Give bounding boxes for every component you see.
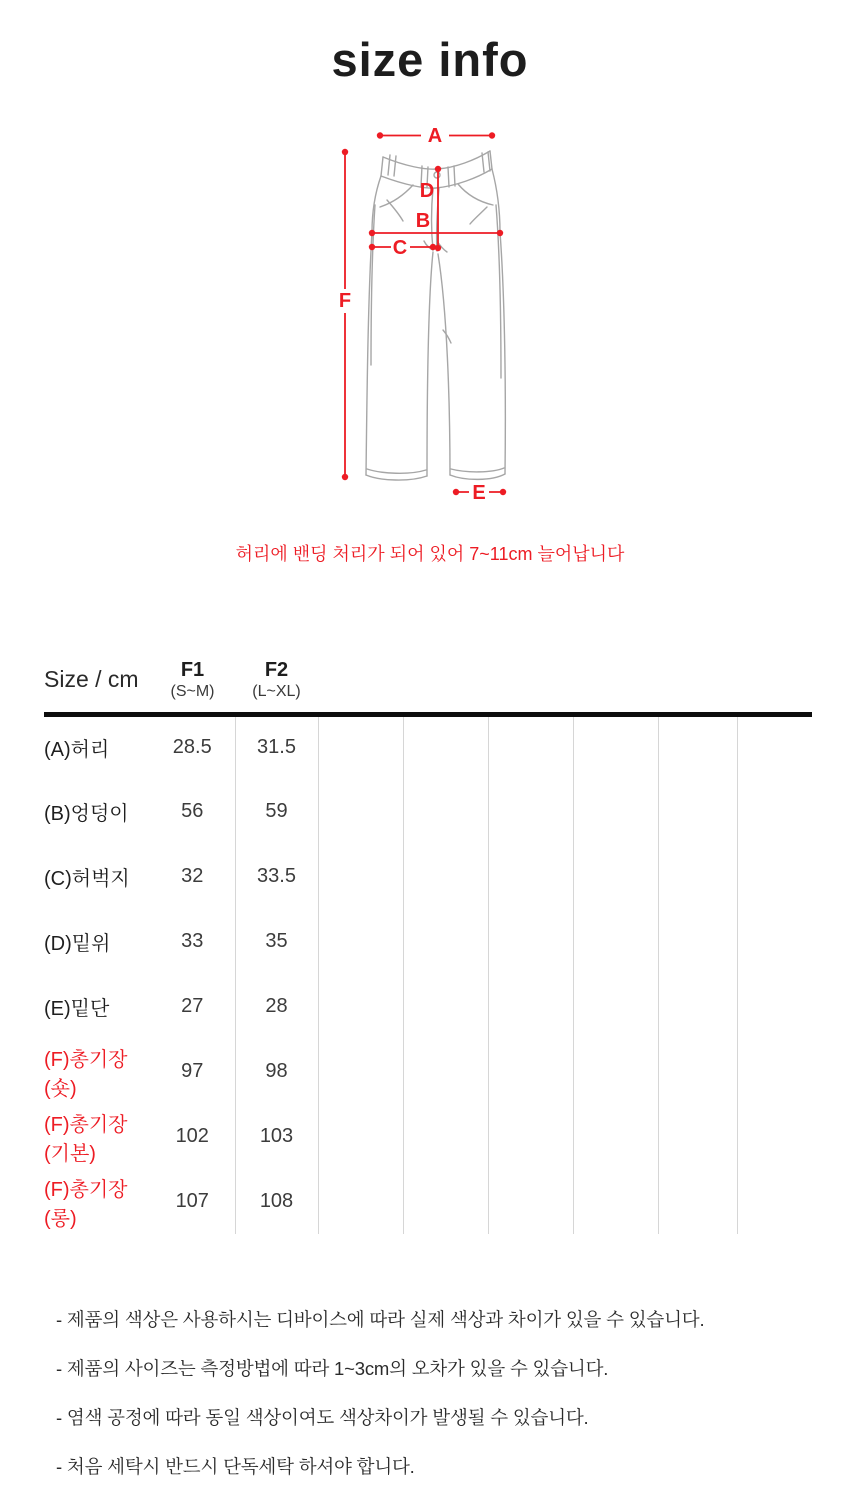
empty-cell <box>488 779 573 844</box>
column-header-f2 <box>235 648 318 714</box>
row-label: (F)총기장 (롱) <box>44 1178 128 1230</box>
measure-label-e: E <box>472 482 486 504</box>
size-value-cell: 28 <box>235 974 318 1039</box>
empty-cell <box>573 1104 658 1169</box>
empty-cell <box>573 1169 658 1234</box>
empty-cell <box>318 1039 403 1104</box>
note-line: - 처음 세탁시 반드시 단독세탁 하셔야 합니다. <box>56 1456 415 1477</box>
size-value-cell: 31.5 <box>235 714 318 779</box>
measure-label-b: B <box>415 210 431 232</box>
empty-header <box>658 648 737 714</box>
row-thigh <box>44 844 812 909</box>
column-name: F2 <box>264 658 289 681</box>
empty-cell <box>403 714 488 779</box>
empty-cell <box>318 1169 403 1234</box>
empty-header <box>488 648 573 714</box>
measure-label-c: C <box>392 237 408 259</box>
empty-cell <box>573 714 658 779</box>
size-value-cell: 59 <box>235 779 318 844</box>
measure-label-d: D <box>419 180 435 202</box>
row-label: (A)허리 <box>44 739 110 762</box>
size-value-cell: 102 <box>175 1125 209 1147</box>
empty-cell <box>403 1169 488 1234</box>
empty-cell <box>403 909 488 974</box>
empty-cell <box>488 844 573 909</box>
empty-cell <box>318 844 403 909</box>
empty-cell <box>488 909 573 974</box>
size-value-cell: 107 <box>175 1190 209 1212</box>
page-title: size info <box>331 33 529 86</box>
empty-cell <box>488 1104 573 1169</box>
empty-cell <box>737 909 812 974</box>
row-hip <box>44 779 812 844</box>
empty-header <box>318 648 403 714</box>
size-value-cell: 35 <box>235 909 318 974</box>
empty-cell <box>573 844 658 909</box>
care-notes <box>56 1306 816 1500</box>
empty-cell <box>658 1104 737 1169</box>
empty-cell <box>573 779 658 844</box>
row-label: (E)밑단 <box>44 998 110 1020</box>
empty-cell <box>658 909 737 974</box>
row-label: (C)허벅지 <box>44 868 130 890</box>
empty-cell <box>318 779 403 844</box>
empty-cell <box>488 1169 573 1234</box>
size-value-cell: 98 <box>235 1039 318 1104</box>
row-rise <box>44 909 812 974</box>
size-value-cell: 97 <box>181 1060 204 1082</box>
empty-cell <box>488 1039 573 1104</box>
empty-cell <box>573 974 658 1039</box>
empty-cell <box>403 844 488 909</box>
row-length-long <box>44 1169 812 1234</box>
empty-cell <box>403 1039 488 1104</box>
empty-header <box>403 648 488 714</box>
empty-cell <box>737 844 812 909</box>
size-value-cell: 32 <box>181 865 204 887</box>
empty-header <box>737 648 812 714</box>
empty-cell <box>318 714 403 779</box>
empty-cell <box>318 974 403 1039</box>
column-header-f1 <box>150 648 235 714</box>
empty-header <box>573 648 658 714</box>
empty-cell <box>737 974 812 1039</box>
size-value-cell: 33 <box>181 930 204 952</box>
empty-cell <box>658 974 737 1039</box>
empty-cell <box>573 909 658 974</box>
empty-cell <box>658 844 737 909</box>
table-header-row <box>44 648 812 714</box>
empty-cell <box>403 1104 488 1169</box>
pants-sketch-icon <box>366 151 505 480</box>
note-line: - 제품의 색상은 사용하시는 디바이스에 따라 실제 색상과 차이가 있을 수 있습니다. <box>56 1309 705 1330</box>
measure-label-f: F <box>338 290 352 312</box>
pants-measurement-diagram <box>0 112 860 512</box>
empty-cell <box>488 714 573 779</box>
size-unit-header: Size / cm <box>44 666 139 693</box>
empty-cell <box>658 1169 737 1234</box>
row-waist <box>44 714 812 779</box>
size-value-cell: 56 <box>181 800 204 822</box>
row-label: (B)엉덩이 <box>44 803 129 825</box>
note-line: - 제품의 사이즈는 측정방법에 따라 1~3cm의 오차가 있을 수 있습니다. <box>56 1358 609 1379</box>
size-value-cell: 108 <box>235 1169 318 1234</box>
empty-cell <box>737 779 812 844</box>
empty-cell <box>658 779 737 844</box>
waist-banding-note: 허리에 밴딩 처리가 되어 있어 7~11cm 늘어납니다 <box>235 544 625 564</box>
row-label: (F)총기장 (기본) <box>44 1113 128 1165</box>
empty-cell <box>318 909 403 974</box>
measurement-annotations <box>339 125 506 504</box>
empty-cell <box>318 1104 403 1169</box>
size-value-cell: 28.5 <box>172 736 212 759</box>
column-range: (L~XL) <box>252 682 301 700</box>
empty-cell <box>737 1104 812 1169</box>
size-value-cell: 103 <box>235 1104 318 1169</box>
empty-cell <box>737 1039 812 1104</box>
empty-cell <box>737 714 812 779</box>
measure-label-a: A <box>427 125 443 147</box>
row-length-short <box>44 1039 812 1104</box>
empty-cell <box>658 1039 737 1104</box>
column-name: F1 <box>180 658 205 681</box>
empty-cell <box>403 779 488 844</box>
row-hem <box>44 974 812 1039</box>
row-length-basic <box>44 1104 812 1169</box>
row-label: (F)총기장 (숏) <box>44 1048 128 1100</box>
empty-cell <box>573 1039 658 1104</box>
size-table <box>44 648 812 1234</box>
empty-cell <box>488 974 573 1039</box>
column-range: (S~M) <box>170 682 215 700</box>
size-value-cell: 33.5 <box>235 844 318 909</box>
row-label: (D)밑위 <box>44 933 111 955</box>
size-value-cell: 27 <box>181 995 204 1017</box>
note-line: - 염색 공정에 따라 동일 색상이여도 색상차이가 발생될 수 있습니다. <box>56 1407 589 1428</box>
empty-cell <box>658 714 737 779</box>
empty-cell <box>737 1169 812 1234</box>
empty-cell <box>403 974 488 1039</box>
